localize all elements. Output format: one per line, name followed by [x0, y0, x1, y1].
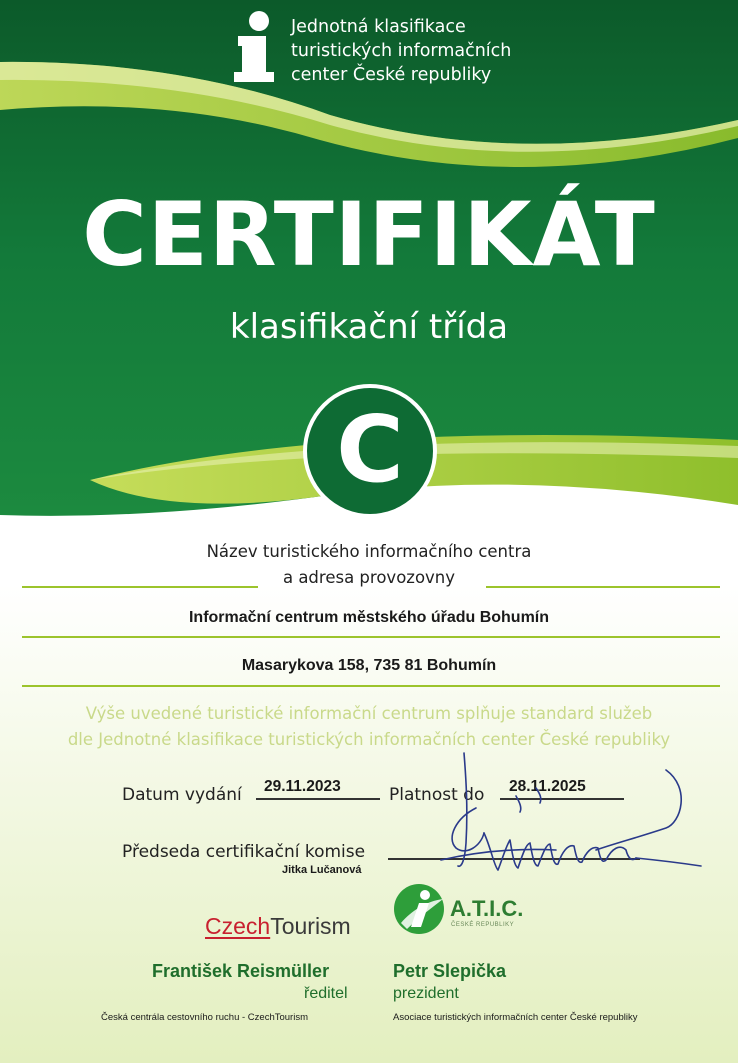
left-signatory-organization: Česká centrála cestovního ruchu - CzechTourism	[101, 1012, 308, 1023]
atic-logo-subtext: ČESKÉ REPUBLIKY	[451, 922, 515, 928]
atic-logo-text: A.T.I.C.	[450, 896, 524, 921]
certificate-subtitle: klasifikační třída	[229, 307, 509, 347]
committee-chair-name: Jitka Lučanová	[282, 864, 362, 876]
divider-line	[22, 586, 258, 588]
center-address-label: a adresa provozovny	[282, 568, 456, 587]
info-i-icon	[232, 10, 276, 84]
class-letter: C	[336, 396, 404, 503]
czechtourism-logo-tourism: Tourism	[270, 913, 351, 939]
left-signatory-name: František Reismüller	[152, 961, 330, 981]
valid-until-label: Platnost do	[389, 785, 485, 805]
atic-i-icon	[393, 883, 445, 935]
divider-line	[486, 586, 720, 588]
certificate-title: CERTIFIKÁT	[82, 183, 656, 286]
header-line-3: center České republiky	[291, 65, 492, 85]
standard-line-1: Výše uvedené turistické informační centrum splňuje standard služeb	[85, 704, 653, 723]
left-signatory-role: ředitel	[304, 985, 348, 1002]
right-signatory-organization: Asociace turistických informačních center České republiky	[393, 1012, 638, 1023]
czechtourism-logo-czech: Czech	[205, 913, 271, 939]
standard-line-2: dle Jednotné klasifikace turistických informačních center České republiky	[67, 730, 671, 749]
czechtourism-logo	[205, 913, 351, 940]
issue-date-underline	[256, 798, 380, 800]
committee-chair-label: Předseda certifikační komise	[122, 842, 366, 862]
header-line-2: turistických informačních	[291, 41, 512, 61]
center-name-value: Informační centrum městského úřadu Bohumín	[188, 609, 550, 626]
class-badge	[303, 384, 437, 518]
header-line-1: Jednotná klasifikace	[291, 17, 466, 37]
right-signatory-name: Petr Slepička	[393, 961, 507, 981]
valid-until-value: 28.11.2025	[509, 778, 586, 795]
handwritten-signature	[436, 748, 706, 888]
right-signatory-role: prezident	[393, 985, 459, 1002]
issue-date-label: Datum vydání	[122, 785, 242, 805]
divider-line	[22, 685, 720, 687]
divider-line	[22, 636, 720, 638]
standard-statement	[0, 701, 738, 753]
header-organization-text	[291, 15, 511, 87]
center-name-label: Název turistického informačního centra	[206, 542, 532, 561]
center-address-value: Masarykova 158, 735 81 Bohumín	[241, 657, 497, 674]
issue-date-value: 29.11.2023	[264, 778, 341, 795]
